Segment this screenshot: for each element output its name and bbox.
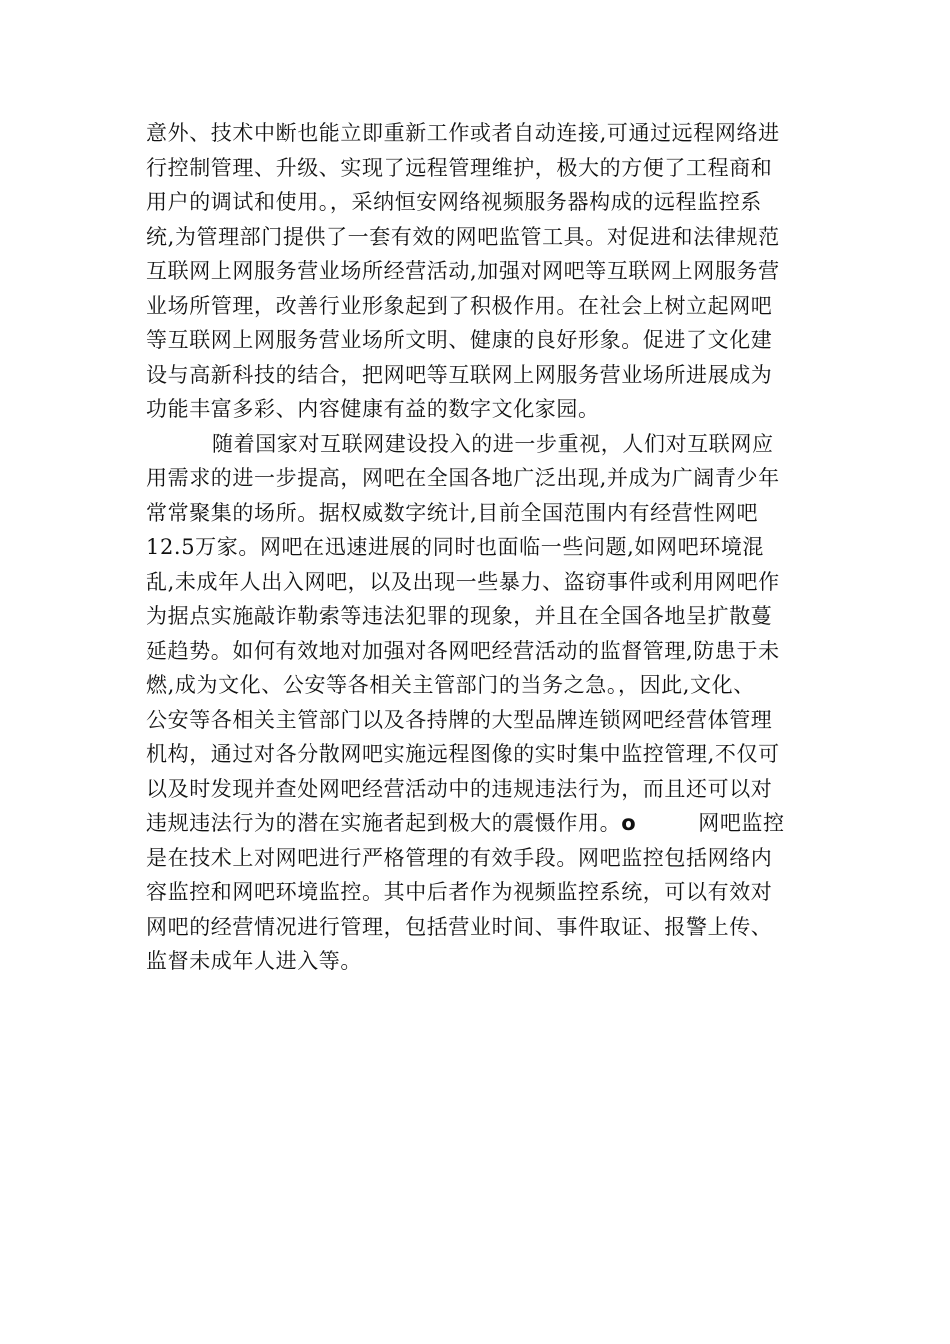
text-segment: 网吧监控: [698, 811, 785, 835]
text-line: 是在技术上对网吧进行严格管理的有效手段。网吧监控包括网络内: [146, 845, 773, 870]
text-line: 12.5万家。网吧在迅速进展的同时也面临一些问题,如网吧环境混: [146, 535, 765, 559]
text-line: 随着国家对互联网建设投入的进一步重视，人们对互联网应: [212, 431, 774, 456]
text-line: 功能丰富多彩、内容健康有益的数字文化家园。: [146, 397, 600, 421]
text-line: 互联网上网服务营业场所经营活动,加强对网吧等互联网上网服务营: [146, 259, 780, 283]
mixed-line: [146, 806, 810, 841]
text-line: 延趋势。如何有效地对加强对各网吧经营活动的监督管理,防患于未: [146, 638, 780, 663]
text-line: 机构，通过对各分散网吧实施远程图像的实时集中监控管理,不仅可: [146, 742, 780, 766]
text-line: 公安等各相关主管部门以及各持牌的大型品牌连锁网吧经营体管理: [146, 707, 773, 732]
text-line: 为据点实施敲诈勒索等违法犯罪的现象，并且在全国各地呈扩散蔓: [146, 604, 773, 628]
text-line: 监督未成年人进入等。: [146, 949, 362, 973]
text-line: 等互联网上网服务营业场所文明、健康的良好形象。促进了文化建: [146, 328, 773, 352]
text-line: 用需求的进一步提高，网吧在全国各地广泛出现,并成为广阔青少年: [146, 466, 780, 490]
text-line: 行控制管理、升级、实现了远程管理维护，极大的方便了工程商和: [146, 155, 773, 180]
stray-mark: o: [621, 811, 637, 835]
text-line: 容监控和网吧环境监控。其中后者作为视频监控系统，可以有效对: [146, 880, 773, 904]
text-line: 意外、技术中断也能立即重新工作或者自动连接,可通过远程网络进: [146, 121, 780, 145]
paragraph-first-line: [146, 427, 810, 462]
body-text: [146, 116, 810, 979]
text-line: 统,为管理部门提供了一套有效的网吧监管工具。对促进和法律规范: [146, 224, 780, 249]
text-line: 以及时发现并查处网吧经营活动中的违规违法行为，而且还可以对: [146, 776, 773, 801]
text-line: 设与高新科技的结合，把网吧等互联网上网服务营业场所进展成为: [146, 362, 773, 387]
text-line: 用户的调试和使用。，采纳恒安网络视频服务器构成的远程监控系: [146, 190, 762, 214]
text-line: 燃,成为文化、公安等各相关主管部门的当务之急。，因此,文化、: [146, 673, 755, 697]
text-line: 乱,未成年人出入网吧，以及出现一些暴力、盗窃事件或利用网吧作: [146, 569, 780, 594]
text-line: 常常聚集的场所。据权威数字统计,目前全国范围内有经营性网吧: [146, 500, 759, 525]
text-line: 网吧的经营情况进行管理，包括营业时间、事件取证、报警上传、: [146, 914, 773, 939]
text-line: 业场所管理，改善行业形象起到了积极作用。在社会上树立起网吧: [146, 293, 773, 318]
text-segment: 违规违法行为的潜在实施者起到极大的震慑作用。: [146, 811, 622, 835]
